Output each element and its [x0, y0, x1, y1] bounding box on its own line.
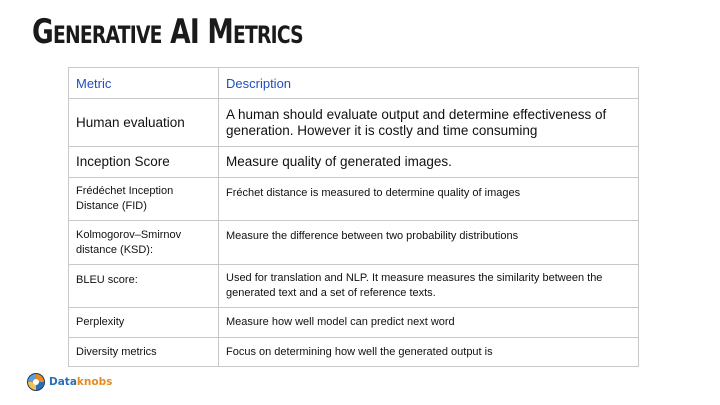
description-cell: A human should evaluate output and determine effectiveness of generation. However it is costly and time consuming	[219, 99, 639, 147]
table-header-row	[69, 68, 639, 99]
dataknobs-logo	[26, 372, 112, 392]
description-cell: Used for translation and NLP. It measure measures the similarity between the generated text and a set of reference texts.	[219, 265, 639, 308]
slide-title: Generative AI Metrics	[32, 12, 303, 52]
metric-cell: Human evaluation	[69, 99, 219, 147]
table-row	[69, 338, 639, 367]
metric-cell: Frédéchet Inception Distance (FID)	[69, 178, 219, 221]
metric-cell: Perplexity	[69, 308, 219, 338]
metric-cell: Kolmogorov–Smirnov distance (KSD):	[69, 221, 219, 265]
metric-cell: Inception Score	[69, 147, 219, 178]
description-cell: Fréchet distance is measured to determine quality of images	[219, 178, 639, 221]
column-header-metric: Metric	[69, 68, 219, 99]
table-row	[69, 99, 639, 147]
column-header-description: Description	[219, 68, 639, 99]
table-row	[69, 221, 639, 265]
table-row	[69, 178, 639, 221]
table-row	[69, 147, 639, 178]
description-cell: Measure the difference between two probability distributions	[219, 221, 639, 265]
description-cell: Measure how well model can predict next word	[219, 308, 639, 338]
metric-cell: Diversity metrics	[69, 338, 219, 367]
logo-text: Dataknobs	[49, 376, 113, 388]
description-cell: Measure quality of generated images.	[219, 147, 639, 178]
table-row	[69, 265, 639, 308]
description-cell: Focus on determining how well the generated output is	[219, 338, 639, 367]
metrics-table	[68, 67, 639, 367]
table-row	[69, 308, 639, 338]
metric-cell: BLEU score:	[69, 265, 219, 308]
dataknobs-logo-icon	[26, 372, 46, 392]
